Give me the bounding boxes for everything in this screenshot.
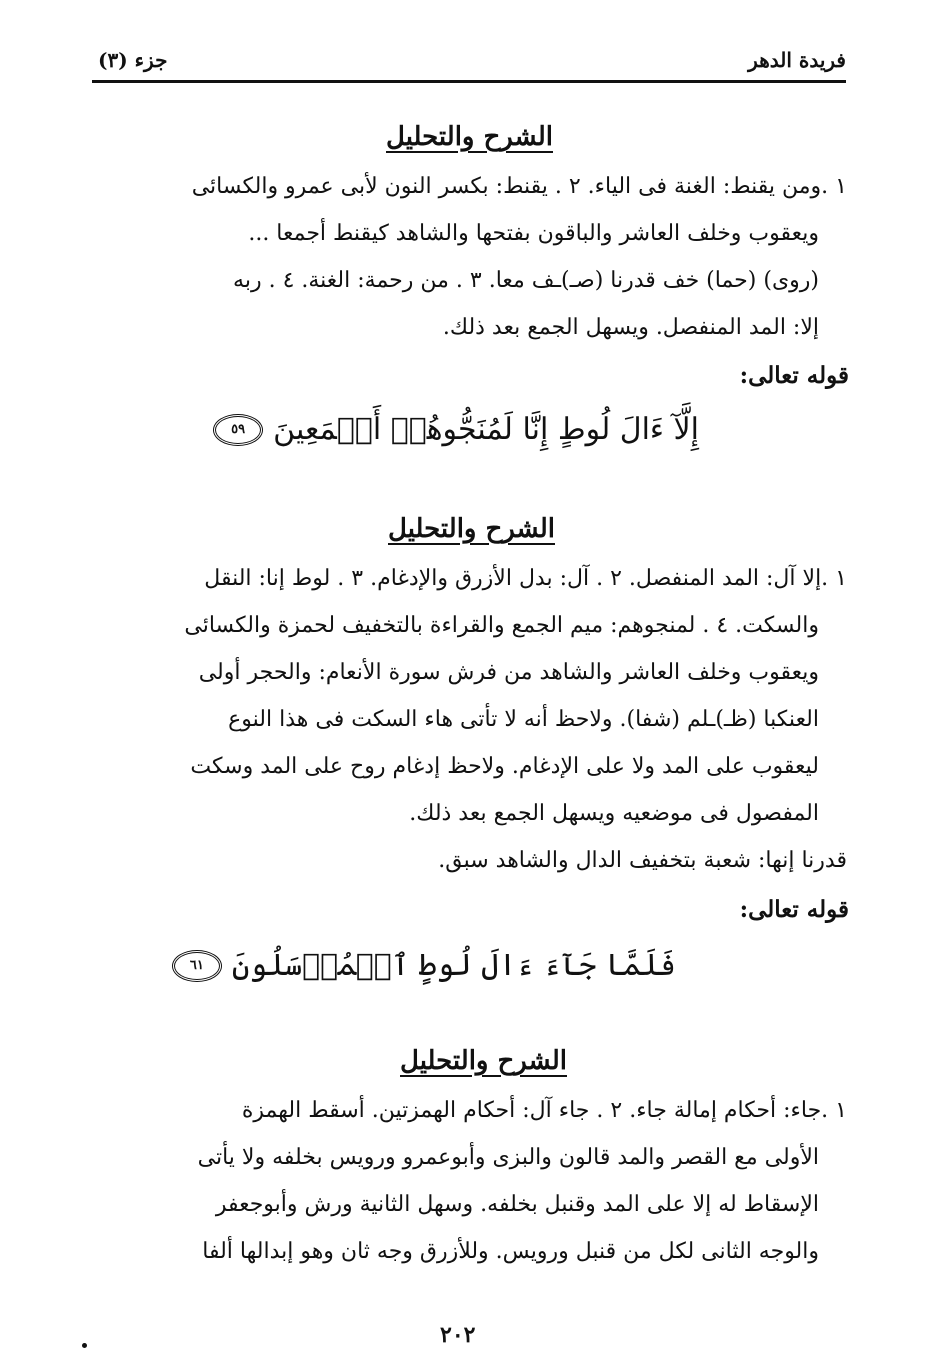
text-line: إلا: المد المنفصل. ويسهل الجمع بعد ذلك. bbox=[442, 315, 819, 340]
text-line: والسكت. ٤ . لمنجوهم: ميم الجمع والقراءة بالتخفيف لحمزة والكسائى bbox=[184, 613, 819, 638]
qawl-label: قوله تعالى: bbox=[739, 896, 849, 923]
section-heading: الشرح والتحليل bbox=[388, 514, 555, 544]
part-number: جزء (٣) bbox=[98, 48, 168, 72]
text-line: الإسقاط له إلا على المد وقنبل بخلفه. وسهل الثانية ورش وأبوجعفر bbox=[215, 1192, 819, 1217]
text-line: ليعقوب على المد ولا على الإدغام. ولاحظ إدغام روح على المد وسكت bbox=[190, 754, 819, 779]
quran-verse bbox=[213, 412, 699, 447]
text-line: (روى) (حما) خف قدرنا (صـ)ـف معا. ٣ . من رحمة: الغنة. ٤ . ربه bbox=[233, 268, 819, 293]
text-line: والوجه الثانى لكل من قنبل ورويس. وللأزرق وجه ثان وهو إبدالها ألفا bbox=[202, 1239, 819, 1264]
text-line: المفصول فى موضعيه ويسهل الجمع بعد ذلك. bbox=[409, 801, 819, 826]
text-line: ويعقوب وخلف العاشر والشاهد من فرش سورة الأنعام: والحجر أولى bbox=[198, 660, 819, 685]
page-header bbox=[92, 44, 846, 83]
text-line: ١ .إلا آل: المد المنفصل. ٢ . آل: بدل الأزرق والإدغام. ٣ . لوط إنا: النقل bbox=[204, 566, 847, 591]
text-line: العنكبا (ظـ)ـلم (شفا). ولاحظ أنه لا تأتى هاء السكت فى هذا النوع bbox=[228, 707, 819, 732]
text-line: قدرنا إنها: شعبة بتخفيف الدال والشاهد سبق. bbox=[438, 848, 847, 873]
text-line: ويعقوب وخلف العاشر والباقون بفتحها والشاهد كيقنط أجمعا ... bbox=[248, 221, 819, 246]
text-line: ١ .جاء: أحكام إمالة جاء. ٢ . جاء آل: أحكام الهمزتين. أسقط الهمزة bbox=[241, 1098, 847, 1123]
text-line: ١ .ومن يقنط: الغنة فى الياء. ٢ . يقنط: بكسر النون لأبى عمرو والكسائى bbox=[191, 174, 847, 199]
section-heading: الشرح والتحليل bbox=[386, 122, 553, 152]
page-speck bbox=[82, 1343, 87, 1348]
page-number: ٢٠٢ bbox=[440, 1322, 476, 1348]
ayah-number-icon: ٦١ bbox=[172, 950, 222, 982]
verse-text: إِلَّآ ءَالَ لُوطٍ إِنَّا لَمُنَجُّوهُمۡ أَجۡمَعِينَ bbox=[273, 412, 699, 447]
qawl-label: قوله تعالى: bbox=[739, 362, 849, 389]
book-title: فريدة الدهر bbox=[748, 48, 846, 72]
verse-text: فَلَمَّا جَآءَ ءَالَ لُوطٍ ٱلۡمُرۡسَلُونَ bbox=[231, 948, 676, 983]
quran-verse bbox=[172, 948, 676, 983]
section-heading: الشرح والتحليل bbox=[400, 1046, 567, 1076]
ayah-number-icon: ٥٩ bbox=[213, 414, 263, 446]
text-line: الأولى مع القصر والمد قالون والبزى وأبوعمرو ورويس بخلفه ولا يأتى bbox=[197, 1145, 819, 1170]
